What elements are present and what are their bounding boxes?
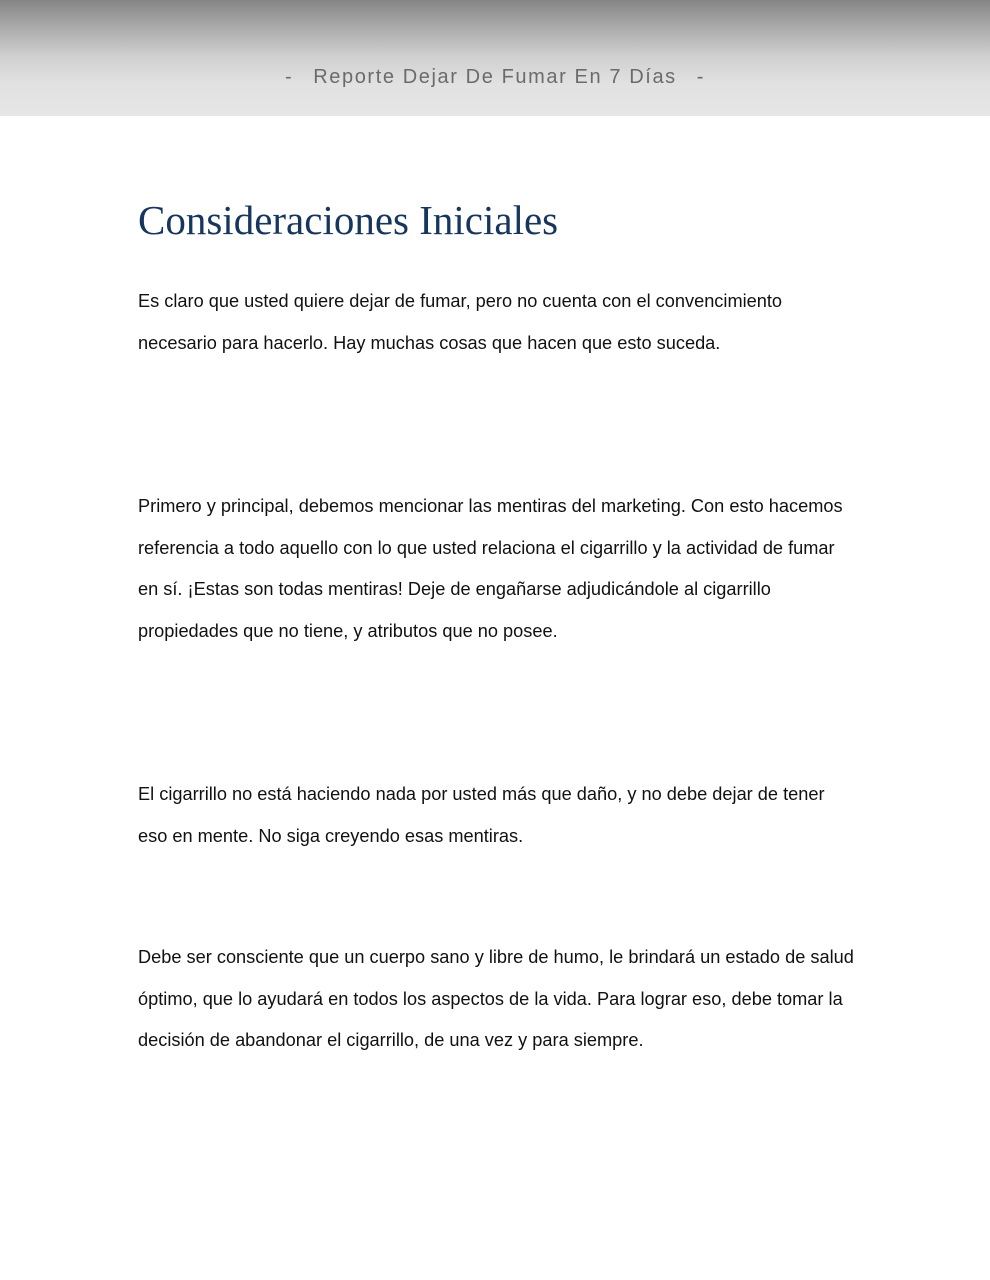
header-title: Reporte Dejar De Fumar En 7 Días bbox=[313, 66, 677, 88]
paragraph-3: El cigarrillo no está haciendo nada por usted más que daño, y no debe dejar de tener eso en mente. No siga creyendo esas mentiras. bbox=[138, 784, 825, 846]
header-dash-left: - bbox=[284, 66, 294, 88]
document-body bbox=[138, 192, 858, 1050]
paragraph-1: Es claro que usted quiere dejar de fumar, pero no cuenta con el convencimiento necesario para hacerlo. Hay muchas cosas que hacen que esto suceda. bbox=[138, 291, 783, 353]
paragraph-2: Primero y principal, debemos mencionar las mentiras del marketing. Con esto hacemos referencia a todo aquello con lo que usted relaciona el cigarrillo y la actividad de fumar en sí. ¡Estas son todas mentiras! Deje de engañarse adjudicándole al cigarrillo propiedades que no tiene, y atributos que no posee. bbox=[138, 496, 843, 641]
header-title-line bbox=[0, 66, 990, 89]
paragraph-4: Debe ser consciente que un cuerpo sano y libre de humo, le brindará un estado de salud óptimo, que lo ayudará en todos los aspectos de la vida. Para lograr eso, debe tomar la decisión de abandonar el cigarrillo, de una vez y para siempre. bbox=[138, 947, 854, 1050]
header-dash-right: - bbox=[696, 66, 706, 88]
page-header bbox=[0, 0, 990, 116]
section-heading: Consideraciones Iniciales bbox=[138, 197, 559, 243]
